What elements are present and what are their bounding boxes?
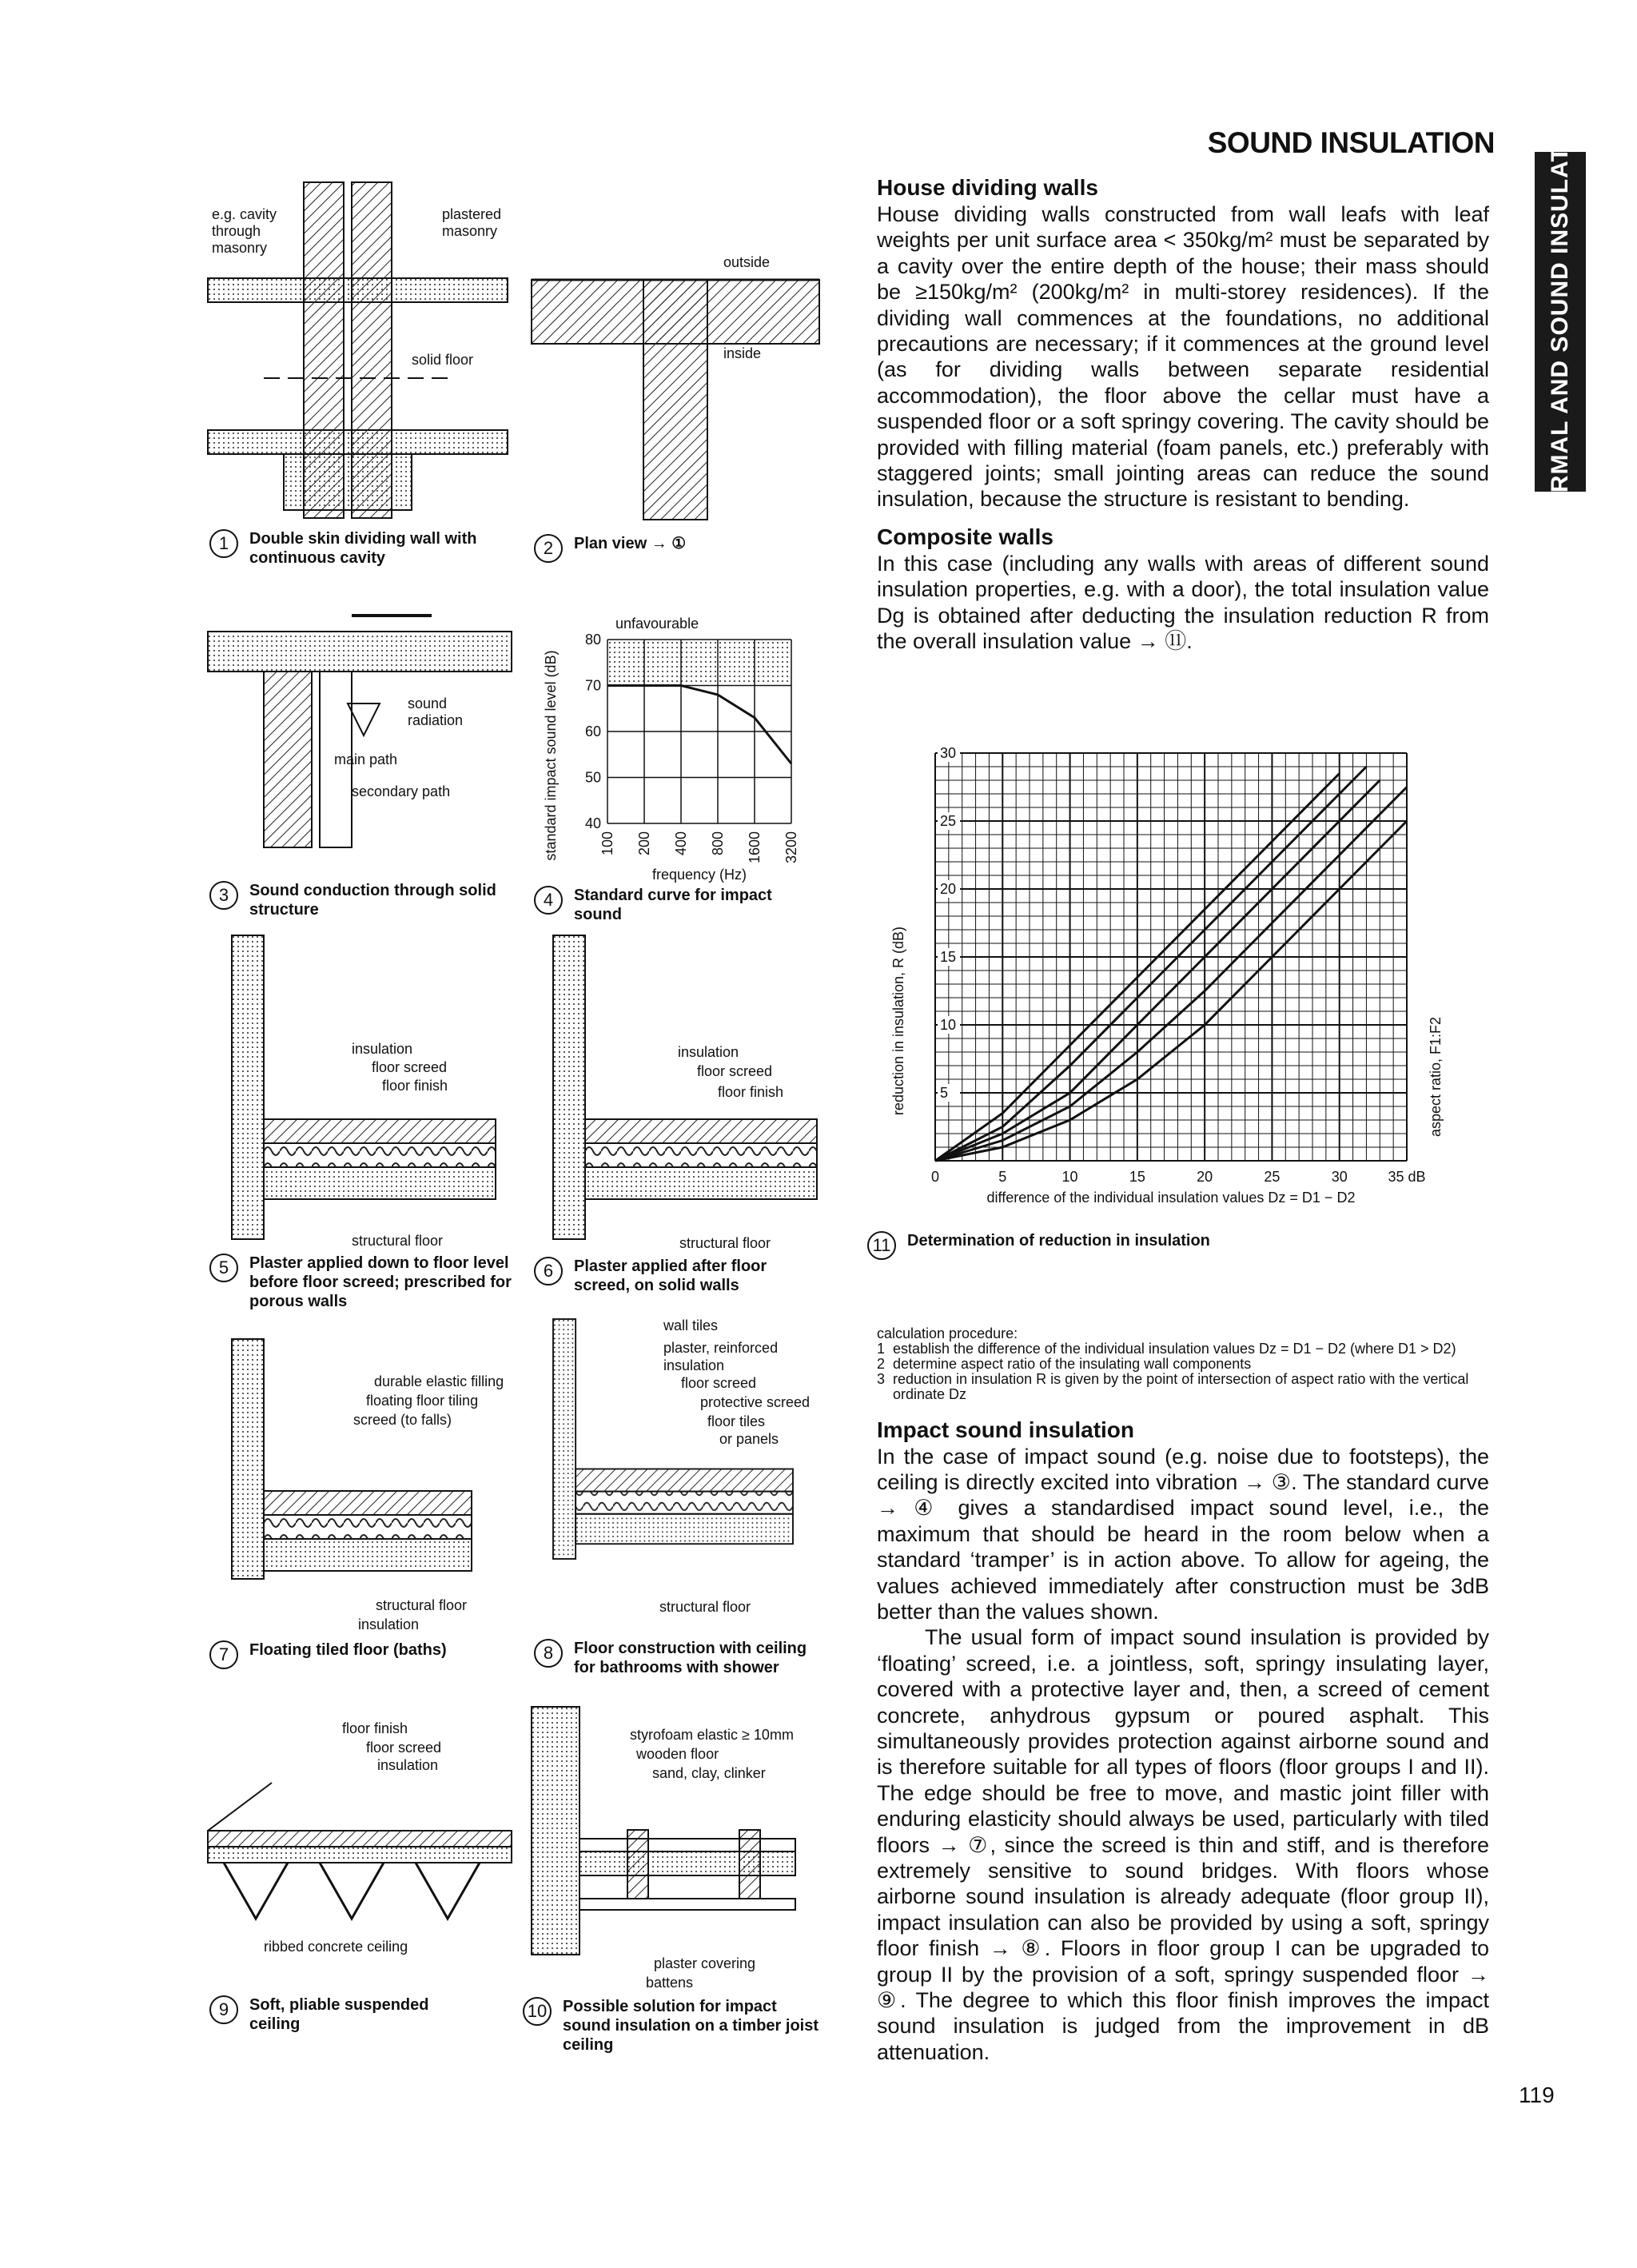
fig8-label-structural: structural floor	[659, 1599, 751, 1615]
y-tick-label: 50	[584, 769, 601, 786]
fig8-label-insulation: insulation	[663, 1357, 725, 1373]
y-tick-label: 80	[584, 632, 601, 648]
fig10-label-battens: battens	[646, 1975, 694, 1991]
y-tick-label: 25	[940, 813, 957, 829]
x-tick-label: 0	[930, 1169, 940, 1185]
fig1-label-cavity: e.g. cavity through masonry	[212, 206, 277, 256]
y-tick-label: 40	[584, 815, 601, 831]
fig8-label-wall-tiles: wall tiles	[663, 1317, 719, 1333]
figure-3-drawing	[208, 616, 512, 847]
fig10-label-wooden: wooden floor	[636, 1746, 719, 1762]
fig10-label-sand: sand, clay, clinker	[652, 1765, 766, 1781]
calculation-procedure: calculation procedure: 1 establish the difference of the individual insulation values Dz = D1 − D2 (where D1 > D2) 2 determine aspect ratio of the insulating wall components 3 reduction in insulation R is given by the point of intersection of aspect ratio with the vertical ordinate Dz	[877, 1325, 1469, 1402]
x-tick-label: 200	[636, 831, 652, 856]
figure-3-caption: 3 Sound conduction through solid structure	[209, 881, 505, 919]
fig6-label-finish: floor finish	[718, 1084, 784, 1100]
fig6-label-screed: floor screed	[697, 1063, 773, 1079]
fig9-label-insulation: insulation	[377, 1757, 439, 1773]
x-tick-label: 400	[673, 831, 689, 856]
figure-8-caption: 8 Floor construction with ceiling for bathrooms with shower	[534, 1639, 822, 1677]
y2-axis-label: aspect ratio, F1:F2	[1428, 1016, 1444, 1137]
x-tick-label: 15	[1129, 1169, 1145, 1185]
aspect-ratio-curve-2	[935, 787, 1407, 1162]
fig7-label-structural: structural floor	[376, 1597, 468, 1613]
fig8-label-floor-screed: floor screed	[681, 1375, 757, 1391]
y-axis-label: reduction in insulation, R (dB)	[890, 926, 906, 1116]
fig8-label-protective: protective screed	[700, 1394, 811, 1410]
figure-2-caption: 2 Plan view → ①	[534, 534, 774, 563]
figure-10-drawing	[532, 1707, 803, 1955]
figure-4-caption: 4 Standard curve for impact sound	[534, 886, 822, 924]
y-axis-label: standard impact sound level (dB)	[543, 650, 559, 861]
text-impact-sound-1: In the case of impact sound (e.g. noise due to footsteps), the ceiling is directly excited into vibration → ③. The standard curve → ④ gives a standardised impact sound level, i.e., the maximum that should be heard in the room below when a standard ‘tramper’ is in action above. To allow for ageing, the values achieved immediately after construction must be 3dB better than the values shown.	[877, 1444, 1489, 1624]
figure-11-chart	[879, 743, 1487, 1215]
section-side-tab: THERMAL AND SOUND INSULATION	[1535, 152, 1586, 492]
fig2-label-outside: outside	[723, 254, 771, 270]
fig6-label-insulation: insulation	[678, 1044, 739, 1060]
y-tick-label: 10	[940, 1017, 957, 1033]
y-tick-label: 20	[940, 881, 957, 897]
fig5-label-insulation: insulation	[352, 1041, 413, 1057]
figure-4-chart	[532, 608, 819, 883]
fig3-label-radiation: sound radiation	[408, 696, 464, 728]
x-tick-label: 1600	[747, 831, 763, 864]
fig3-label-main-path: main path	[334, 751, 398, 767]
x-tick-label: 800	[710, 831, 726, 856]
page-number: 119	[1519, 2083, 1555, 2107]
fig9-label-finish: floor finish	[342, 1720, 408, 1736]
fig5-label-structural: structural floor	[352, 1233, 444, 1249]
figure-2-drawing	[532, 264, 819, 520]
x-tick-label: 100	[599, 831, 615, 856]
fig10-label-plaster: plaster covering	[654, 1955, 756, 1971]
fig7-label-insulation: insulation	[358, 1616, 420, 1632]
text-impact-sound-2: The usual form of impact sound insulation is provided by ‘floating’ screed, i.e. a jointless, soft, springy insulating layer, covered with a protective layer and, then, a screed of cement concrete, anhydrous gypsum or poured asphalt. This simultaneously provides protection against airborne sound and is therefore suitable for all types of floors (floor groups I and II). The edge should be free to move, and mastic joint filler with enduring elasticity should always be used, particularly with tiled floors → ⑦, since the screed is thin and stiff, and is therefore extremely sensitive to sound bridges. With floors whose airborne sound insulation is already adequate (floor group II), impact insulation can also be provided by using a soft, springy floor finish → ⑧. Floors in floor group I can be upgraded to group II by the provision of a soft, springy suspended floor → ⑨. The degree to which this floor finish improves the impact sound insulation is judged from the improvement in dB attenuation.	[877, 1625, 1489, 2064]
x-tick-label: 10	[1061, 1169, 1078, 1185]
page-title: SOUND INSULATION	[1207, 126, 1495, 159]
fig9-label-screed: floor screed	[366, 1740, 442, 1756]
fig8-label-plaster: plaster, reinforced	[663, 1340, 779, 1356]
standard-curve-line	[607, 686, 791, 764]
fig5-label-screed: floor screed	[372, 1059, 448, 1075]
y-tick-label: 70	[584, 677, 601, 694]
x-tick-label: 35 dB	[1388, 1169, 1426, 1185]
figure-6-caption: 6 Plaster applied after floor screed, on solid walls	[534, 1257, 814, 1295]
heading-composite-walls: Composite walls	[877, 524, 1053, 549]
x-axis-label: difference of the individual insulation values Dz = D1 − D2	[986, 1190, 1356, 1206]
x-tick-label: 25	[1264, 1169, 1281, 1185]
y-tick-label: 60	[584, 723, 601, 739]
y-tick-label: 30	[940, 745, 957, 761]
y-tick-label: 15	[940, 949, 957, 965]
fig8-label-tiles: floor tiles	[707, 1413, 766, 1429]
figure-9-caption: 9 Soft, pliable suspended ceiling	[209, 1995, 473, 2034]
fig3-label-secondary-path: secondary path	[352, 783, 451, 799]
text-composite-walls: In this case (including any walls with areas of different sound insulation properties, e.g. with a door), the total insulation value Dg is obtained after deducting the insulation reduction R from the overall insulation value → ⑪.	[877, 551, 1489, 654]
figure-9-drawing	[208, 1775, 512, 1935]
x-tick-label: 3200	[783, 831, 799, 864]
figure-11-caption: 11 Determination of reduction in insulation	[867, 1231, 1427, 1260]
x-tick-label: 20	[1197, 1169, 1213, 1185]
fig2-label-inside: inside	[723, 345, 762, 361]
x-tick-label: 5	[998, 1169, 1007, 1185]
fig1-label-solid-floor: solid floor	[412, 352, 474, 368]
fig7-label-screed: screed (to falls)	[353, 1412, 452, 1428]
fig8-label-panels: or panels	[719, 1431, 779, 1447]
fig9-label-ribbed: ribbed concrete ceiling	[264, 1939, 408, 1955]
figure-10-caption: 10 Possible solution for impact sound insulation on a timber joist ceiling	[523, 1997, 818, 2055]
figure-1-caption: 1 Double skin dividing wall with continuous cavity	[209, 529, 505, 568]
x-tick-label: 30	[1331, 1169, 1348, 1185]
fig1-label-plastered: plastered masonry	[442, 206, 502, 239]
fig6-label-structural: structural floor	[679, 1235, 771, 1251]
fig7-label-filling: durable elastic filling	[374, 1373, 504, 1389]
chart-annotation: unfavourable	[615, 616, 699, 632]
x-axis-label: frequency (Hz)	[651, 867, 747, 883]
fig7-label-tiling: floating floor tiling	[366, 1393, 479, 1409]
unfavourable-zone	[607, 640, 791, 686]
figure-7-caption: 7 Floating tiled floor (baths)	[209, 1640, 521, 1669]
figure-5-drawing	[232, 935, 496, 1239]
y-tick-label: 5	[940, 1085, 949, 1101]
heading-impact-sound: Impact sound insulation	[877, 1417, 1135, 1442]
text-house-walls: House dividing walls constructed from wall leafs with leaf weights per unit surface area < 350kg/m² must be separated by a cavity over the entire depth of the house; their mass should be ≥150kg/m² (200kg/m² in multi-storey residences). If the dividing wall commences at the foundations, no additional precautions are necessary; if it commences at the ground level (as for dividing walls between separate residential accommodation), the floor above the cellar must have a suspended floor or a soft springy covering. The cavity should be provided with filling material (foam panels, etc.) preferably with staggered joints; small jointing areas can reduce the sound insulation, because the structure is resistant to bending.	[877, 202, 1489, 512]
fig5-label-finish: floor finish	[382, 1078, 448, 1094]
figure-5-caption: 5 Plaster applied down to floor level before floor screed; prescribed for porous walls	[209, 1254, 521, 1311]
heading-house-walls: House dividing walls	[877, 175, 1098, 200]
fig10-label-styrofoam: styrofoam elastic ≥ 10mm	[630, 1727, 794, 1743]
